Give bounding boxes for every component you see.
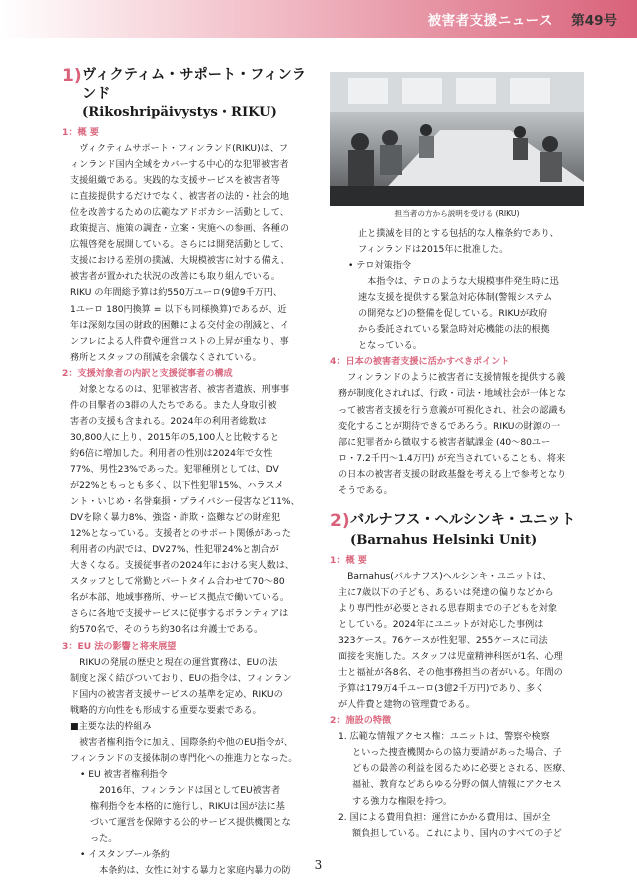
line: 名が本部、地域事務所、サービス拠点で働いている。 xyxy=(70,593,289,604)
line: づいて運営を保障する公的サービス提供機関とな xyxy=(90,818,291,829)
line: 大きくなる。支援従事者の2024年における実人数は、 xyxy=(70,561,294,572)
line: 本条約は、女性に対する暴力と家庭内暴力の防 xyxy=(99,866,291,877)
line: 務が制度化されれば、行政・司法・地域社会が一体とな xyxy=(338,389,567,400)
line: が人件費と建物の管理費である。 xyxy=(338,700,475,711)
line: そうである。 xyxy=(338,485,393,496)
line: 対象となるのは、犯罪被害者、被害者遺族、刑事事 xyxy=(79,384,290,395)
s1-overview-text xyxy=(62,141,317,366)
line: の開発など)の整備を促している。RIKUが政府 xyxy=(358,309,548,320)
s2-heading-overview: 1：概 要 xyxy=(330,555,367,566)
line: ド国内の被害者支援サービスの基準を定め、RIKUの xyxy=(70,689,283,700)
issue-number: 第49号 xyxy=(571,13,617,29)
section-2-number: 2) xyxy=(330,510,350,531)
line: 約570名で、そのうち約30名は弁護士である。 xyxy=(70,625,264,636)
line: が22%ともっとも多く、以下性犯罪15%、ハラスメ xyxy=(70,481,284,492)
line: に直接提供するだけでなく、被害者の法的・社会的地 xyxy=(70,192,289,203)
s2-feature-1 xyxy=(330,729,584,809)
line: 止と撲滅を目的とする包括的な人権条約であり、 xyxy=(358,229,559,239)
line: RIKUの発展の歴史と現在の運営實務は、EUの法 xyxy=(79,657,278,668)
legal-framework-label: ■主要な法的枠組み xyxy=(70,721,152,732)
line: 面接を実施した。スタッフは児童精神科医が1名、心理 xyxy=(338,652,563,663)
line: フィンランドの支援体制の専門化への推進力となった。 xyxy=(70,753,298,764)
line: 2016年、フィンランドは国としてEU被害者 xyxy=(99,785,281,796)
istanbul-continued xyxy=(330,226,584,258)
line: 被害者権利指令に加え、国際条約や他のEU指令が、 xyxy=(79,737,293,748)
line: 1. 広範な情報アクセス権：ユニットは、警察や検察 xyxy=(338,732,550,743)
line: ント・いじめ・名誉棄損・プライバシー侵害など11%、 xyxy=(70,497,300,508)
line: の日本の被害者支援の財政基盤を考える上で参考となり xyxy=(338,469,567,480)
line: ヴィクティムサポート・フィンランド(RIKU)は、フ xyxy=(79,144,289,155)
line: ンフレによる人件費や運営コストの上昇が重なり、事 xyxy=(70,336,289,347)
line: 支援組織である。実践的な支援サービスを被害者等 xyxy=(70,176,280,187)
line: 福祉、教育などあらゆる分野の個人情報にアクセス xyxy=(352,780,562,791)
line: 務所とスタッフの削減を余儀なくされている。 xyxy=(70,352,262,363)
s1-heading-eu-law: 3：EU 法の影響と将来展望 xyxy=(62,641,177,652)
line: 件の目撃者の3群の人たちである。また人身取引被 xyxy=(70,400,277,411)
meeting-photo-illustration xyxy=(330,72,584,206)
s1-heading-overview: 1：概 要 xyxy=(62,128,99,138)
s1-eu-law-text xyxy=(62,655,317,767)
line: 2. 国による費用負担：運営にかかる費用は、国が全 xyxy=(338,812,551,823)
line: より専門性が必要とされる思春期までの子どもを対象 xyxy=(338,603,557,614)
line: フィンランドは2015年に批准した。 xyxy=(358,245,509,256)
line: って被害者支援を行う意義が可視化され、社会の認識も xyxy=(338,405,567,416)
bullet-istanbul: • イスタンブール条約 xyxy=(80,850,170,861)
bullet-terror-text xyxy=(330,274,584,354)
line: 12%となっている。支援者とのサポート関係があった xyxy=(70,529,291,540)
s2-feature-2 xyxy=(330,810,584,842)
line: 323ケース。76ケースが性犯罪、255ケースに司法 xyxy=(338,636,548,647)
s1-heading-japan: 4：日本の被害者支援に活かすべきポイント xyxy=(330,357,510,368)
newsletter-title: 被害者支援ニュース xyxy=(427,13,553,29)
line: 約6倍に増加した。利用者の性別は2024年で女性 xyxy=(70,448,273,459)
line: 政策提言、施策の調査・立案・実施への参画、各種の xyxy=(70,224,289,235)
section-1-title: ヴィクティム・サポート・フィンランド xyxy=(82,67,306,102)
line: 額負担している。これにより、国内のすべての子ど xyxy=(352,828,562,839)
line: 1ユーロ 180円換算 = 以下も同様換算)であるが、近 xyxy=(70,304,287,315)
line: スタッフとして常勤とパートタイム合わせて70〜80 xyxy=(70,577,285,588)
line: 利用者の内訳では、DV27%、性犯罪24%と割合が xyxy=(70,545,279,556)
line: さらに各地で支援サービスに従事するボランティアは xyxy=(70,609,289,620)
line: 変化することが期待できるであろう。RIKUの財源の一 xyxy=(338,421,561,432)
section-1-subtitle: (Rikoshripäivystys・RIKU) xyxy=(82,105,277,120)
line: ロ・7.2千円〜1.4万円) が充当されていることも、将来 xyxy=(338,453,566,464)
line: 77%、男性23%であった。犯罪種別としては、DV xyxy=(70,464,279,475)
photo-caption: 担当者の方から説明を受ける (RIKU) xyxy=(394,209,520,218)
line: 被害者が置かれた状況の改善にも取り組んでいる。 xyxy=(70,272,280,283)
line: 本指令は、テロのような大規模事件発生時に迅 xyxy=(367,277,559,288)
line: 位を改善するための広範なアドボカシー活動として、 xyxy=(70,208,289,219)
s1-heading-breakdown: 2：支援対象者の内訳と支援従事者の構成 xyxy=(62,368,233,379)
line: 部に犯罪者から徴収する被害者賦課金 (40〜80ユー xyxy=(338,437,551,448)
line: ィンランド国内全域をカバーする中心的な犯罪被害者 xyxy=(70,160,289,171)
section-2-title: バルナフス・ヘルシンキ・ユニット xyxy=(350,511,576,528)
line: 権利指令を本格的に施行し、RIKUは国が法に基 xyxy=(90,801,285,812)
line: といった捜査機関からの協力要請があった場合、子 xyxy=(352,748,562,759)
line: としている。2024年にユニットが対応した事例は xyxy=(338,619,544,630)
line: どもの最善の利益を図るために必要とされる、医療、 xyxy=(352,764,571,775)
line: 主に7歳以下の子ども、あるいは発達の偏りなどから xyxy=(338,587,554,598)
line: 30,800人に上り、2015年の5,100人と比較すると xyxy=(70,432,280,443)
line: った。 xyxy=(90,834,118,845)
section-2-subtitle: (Barnahus Helsinki Unit) xyxy=(350,532,538,548)
line: 予算は179万4千ユーロ(3億2千万円)であり、多く xyxy=(338,684,545,695)
bullet-terror: • テロ対策指令 xyxy=(348,261,412,272)
s1-breakdown-text xyxy=(62,382,317,639)
section-1-heading xyxy=(62,66,317,104)
section-2-heading xyxy=(330,511,584,532)
bullet-eu-directive: • EU 被害者権利指令 xyxy=(80,769,168,780)
line: 速な支援を提供する緊急対応体制(警報システム xyxy=(358,293,553,304)
meeting-photo xyxy=(330,72,584,206)
s1-japan-text xyxy=(330,370,584,498)
line: DVを除く暴力8%、強盗・詐欺・盗難などの財産犯 xyxy=(70,513,281,524)
page-number: 3 xyxy=(314,858,323,872)
line: 士と福祉が各8名、その他事務担当の者がいる。年間の xyxy=(338,668,563,679)
line: となっている。 xyxy=(358,341,422,352)
line: 年は深刻な国の財政的困難による交付金の削減と、イ xyxy=(70,320,289,331)
s2-heading-features: 2：施設の特徴 xyxy=(330,716,392,727)
line: 戦略的方向性をも形成する重要な要素である。 xyxy=(70,705,262,716)
line: 害者の支援も含まれる。2024年の利用者総数は xyxy=(70,416,267,427)
line: から委託されている緊急時対応機能の法的根拠 xyxy=(358,325,550,336)
line: 制度と深く結びついており、EUの指令は、フィンラン xyxy=(70,673,292,684)
line: Barnahus(バルナフス)ヘルシンキ・ユニットは、 xyxy=(347,571,552,582)
left-column xyxy=(62,66,317,879)
line: する強力な権限を持つ。 xyxy=(352,796,453,807)
line: 広報啓発を展開している。さらには開発活動として、 xyxy=(70,240,289,251)
bullet-eu-directive-text xyxy=(62,783,317,847)
right-column xyxy=(330,66,584,842)
section-1-number: 1) xyxy=(62,66,82,86)
line: 支援における差別の撲滅、大規模被害に対する備え、 xyxy=(70,256,290,267)
s2-overview-text xyxy=(330,569,584,713)
line: フィンランドのように被害者に支援情報を提供する義 xyxy=(347,373,566,384)
line: RIKU の年間総予算は約550万ユーロ(9億9千万円、 xyxy=(70,288,283,299)
